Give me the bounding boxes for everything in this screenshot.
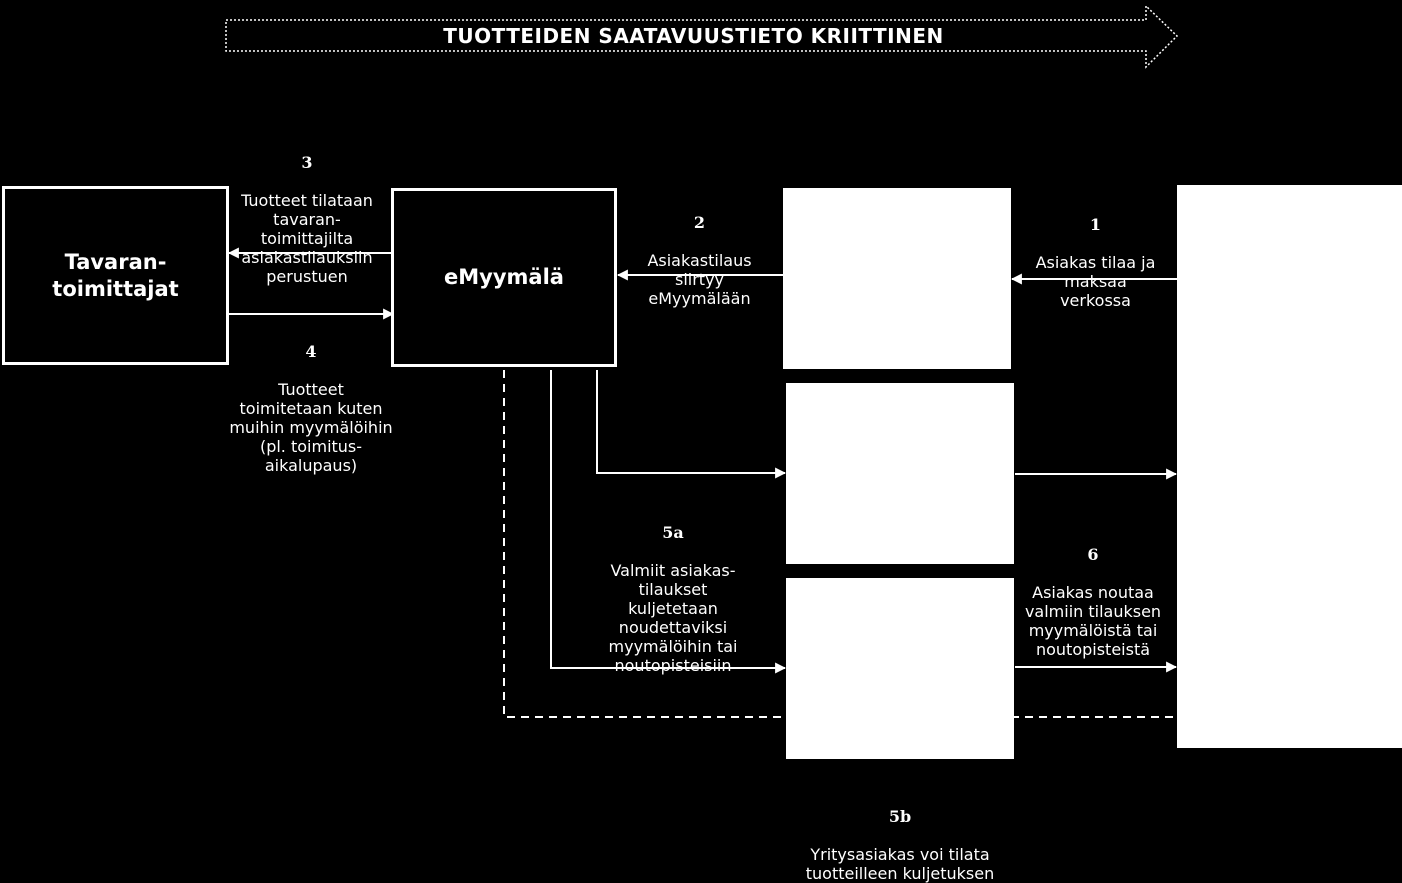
step-3-number: 3 [301, 153, 313, 172]
step-5a-text: Valmiit asiakas- tilaukset kuljetetaan noudettaviksi myymälöihin tai noutopisteisiin [608, 561, 738, 675]
emyymala-box [391, 188, 617, 367]
step-6-number: 6 [1087, 545, 1099, 564]
step-1-number: 1 [1089, 215, 1102, 234]
stores-box [786, 383, 1014, 564]
step-6-label [1018, 526, 1168, 659]
pickup-points-box [786, 578, 1014, 759]
step-2-text: Asiakastilaus siirtyy eMyymälään [647, 251, 752, 308]
suppliers-label: Tavaran- toimittajat [52, 249, 179, 301]
step-2-number: 2 [693, 213, 706, 232]
step-5b-number: 5b [888, 807, 912, 826]
step-6-text: Asiakas noutaa valmiin tilauksen myymälöistä tai noutopisteistä [1024, 583, 1162, 659]
step-2-label [622, 194, 777, 308]
step-4-number: 4 [305, 342, 317, 361]
customer-box [1177, 185, 1402, 748]
step-5b-text: Yritysasiakas voi tilata tuotteilleen kuljetuksen [805, 845, 995, 883]
step-1-label [1018, 196, 1173, 310]
suppliers-box [2, 186, 229, 365]
webshop-box [783, 188, 1011, 369]
step-3-text: Tuotteet tilataan tavaran- toimittajilta asiakastilauksiin perustuen [241, 191, 373, 286]
step-1-text: Asiakas tilaa ja maksaa verkossa [1035, 253, 1156, 310]
arrow-to-stores [597, 370, 785, 473]
banner-title: TUOTTEIDEN SAATAVUUSTIETO KRIITTINEN [443, 24, 944, 48]
step-5a-label [592, 504, 754, 675]
step-3-label [222, 134, 392, 286]
step-4-label [216, 323, 406, 475]
step-5a-number: 5a [662, 523, 684, 542]
emyymala-label: eMyymälä [444, 265, 564, 289]
step-5b-label [790, 788, 1010, 883]
step-4-text: Tuotteet toimitetaan kuten muihin myymälöihin (pl. toimitus- aikalupaus) [229, 380, 393, 475]
